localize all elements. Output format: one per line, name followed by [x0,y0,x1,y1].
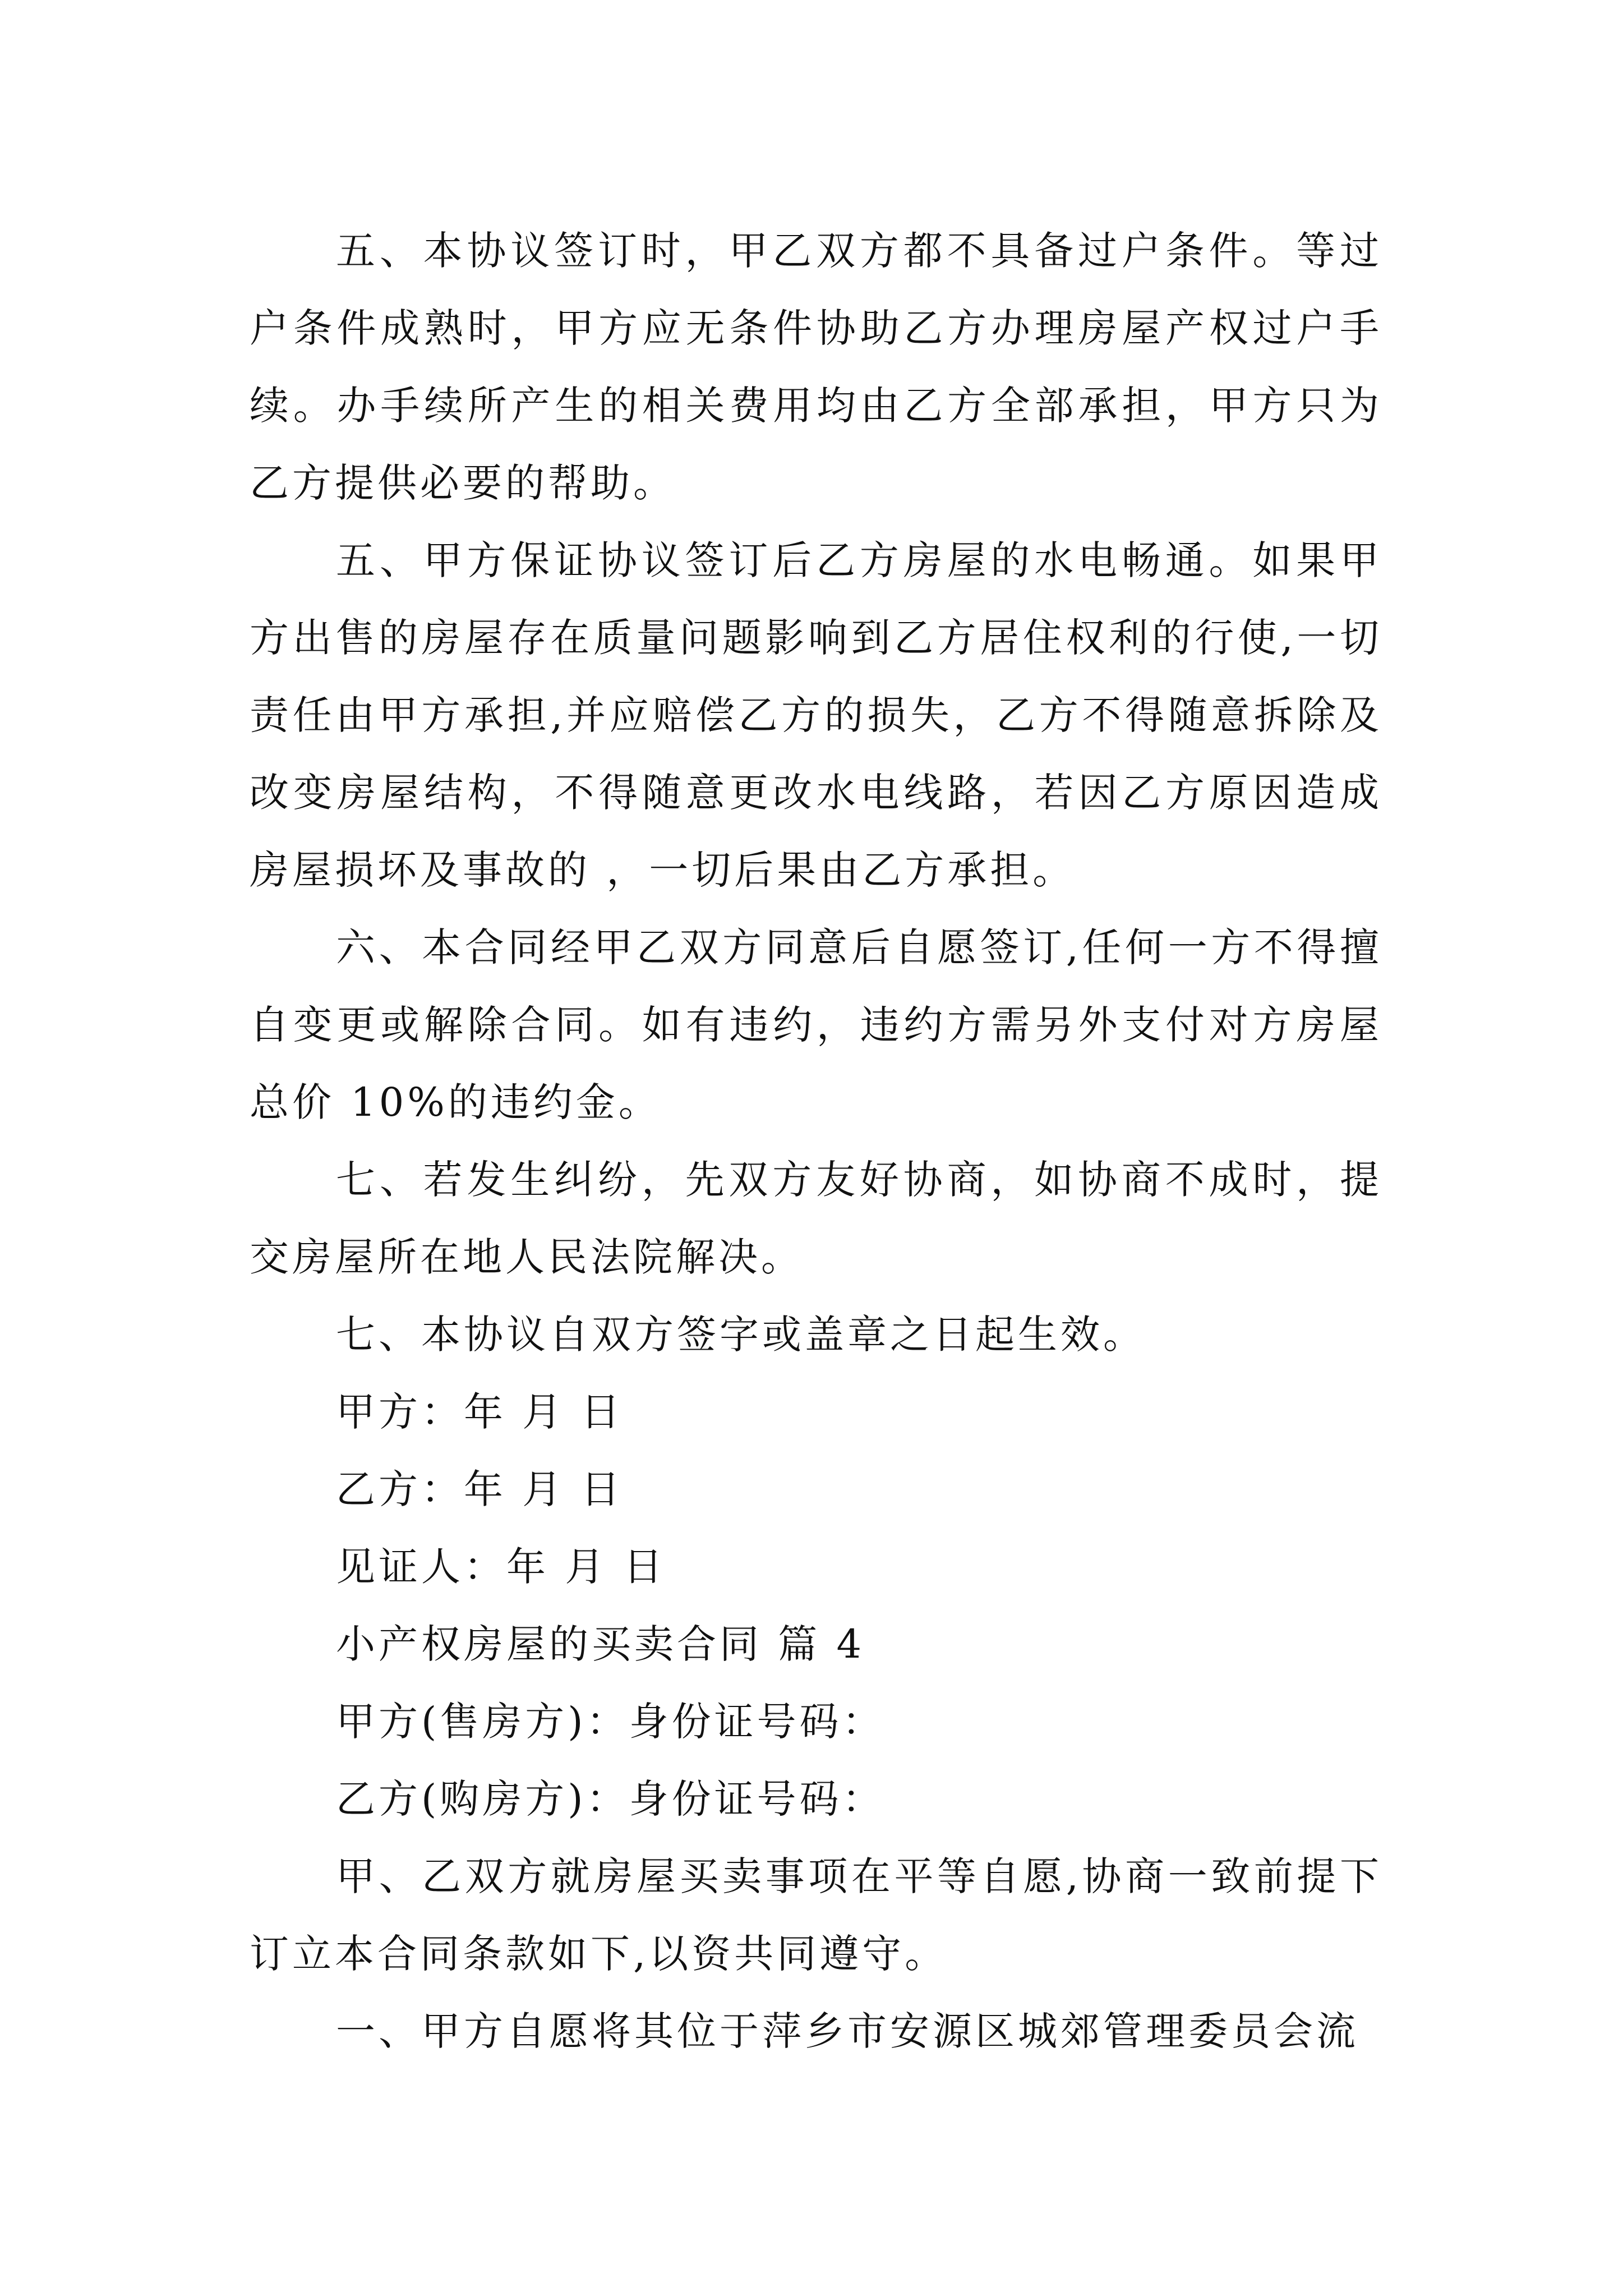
signature-party-a: 甲方：年 月 日 [336,1389,624,1435]
clause-water-electricity-guarantee: 五、甲方保证协议签订后乙方房屋的水电畅通。如果甲方出售的房屋存在质量问题影响到乙方居住权利的行使,一切责任由甲方承担,并应赔偿乙方的损失，乙方不得随意拆除及改变房屋结构，不得随意更改水电线路，若因乙方原因造成房屋损坏及事故的 ，一切后果由乙方承担。 [250,537,1382,893]
clause-breach-of-contract: 六、本合同经甲乙双方同意后自愿签订,任何一方不得擅自变更或解除合同。如有违约，违约方需另外支付对方房屋总价 10%的违约金。 [250,924,1382,1125]
signature-party-b: 乙方：年 月 日 [336,1466,624,1512]
clause-effective-date: 七、本协议自双方签字或盖章之日起生效。 [336,1312,1146,1358]
section-heading: 小产权房屋的买卖合同 篇 4 [336,1621,865,1667]
document-body [250,212,1382,2070]
signature-witness: 见证人：年 月 日 [336,1544,666,1590]
clause-one-partial: 一、甲方自愿将其位于萍乡市安源区城郊管理委员会流 [336,2008,1359,2054]
contract-preamble: 甲、乙双方就房屋买卖事项在平等自愿,协商一致前提下订立本合同条款如下,以资共同遵守。 [250,1853,1382,1977]
party-a-seller: 甲方(售房方)：身份证号码： [336,1699,885,1745]
clause-transfer-procedure: 五、本协议签订时，甲乙双方都不具备过户条件。等过户条件成熟时，甲方应无条件协助乙方办理房屋产权过户手续。办手续所产生的相关费用均由乙方全部承担，甲方只为乙方提供必要的帮助。 [250,228,1382,506]
party-b-buyer: 乙方(购房方)：身份证号码： [336,1776,885,1822]
clause-dispute-resolution: 七、若发生纠纷，先双方友好协商，如协商不成时，提交房屋所在地人民法院解决。 [250,1157,1382,1280]
